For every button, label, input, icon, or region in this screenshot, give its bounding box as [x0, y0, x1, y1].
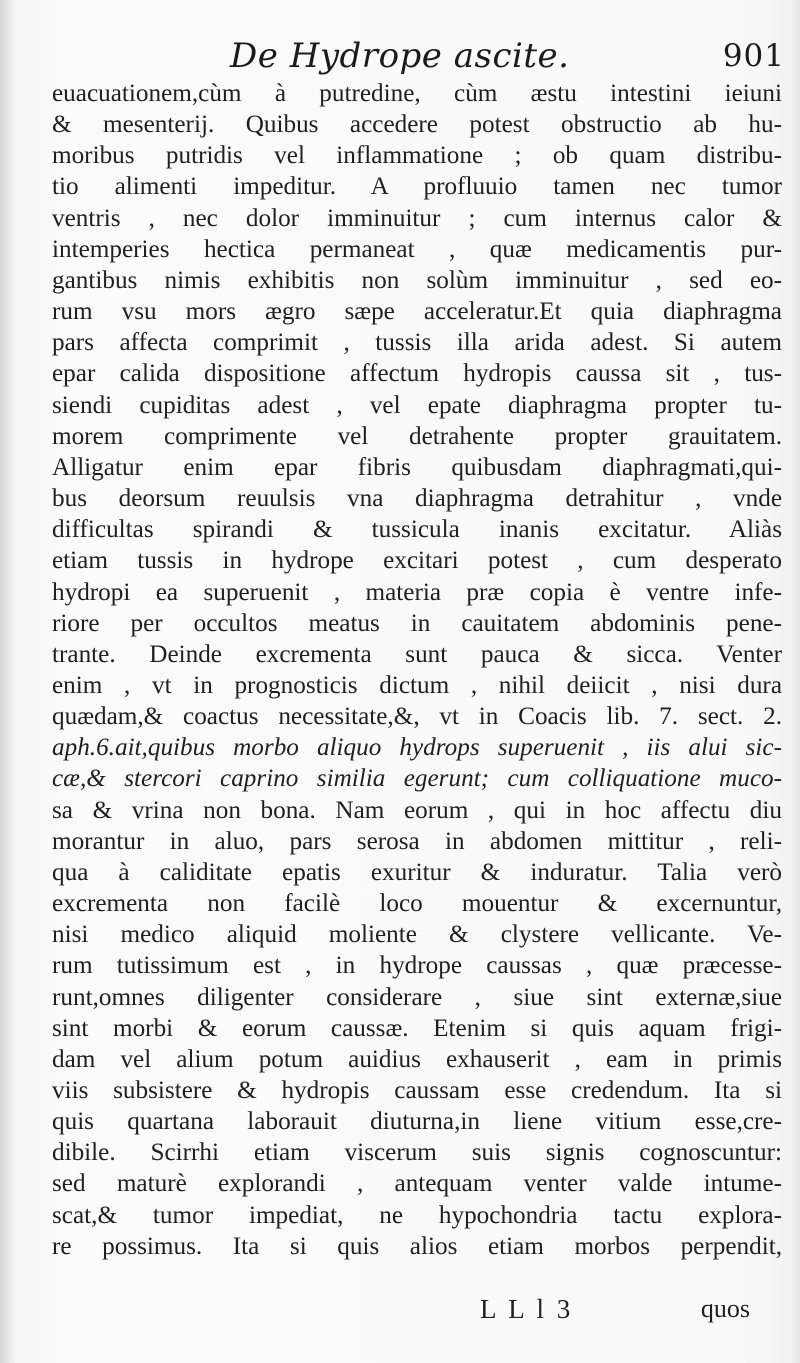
text-line: Alligatur enim epar fibris quibusdam diaphragmati,qui- [52, 453, 782, 481]
body-text [52, 78, 782, 1262]
text-line: rum vsu mors ægro sæpe acceleratur.Et quia diaphragma [52, 298, 782, 326]
text-line: dam vel alium potum auidius exhauserit , eam in primis [52, 1045, 782, 1073]
signature-mark: L L l 3 [480, 1294, 574, 1324]
text-line: intemperies hectica permaneat , quæ medicamentis pur- [52, 235, 782, 263]
text-line-italic: cæ,& stercori caprino similia egerunt; cum colliquatione muco- [52, 765, 782, 793]
text-line: nisi medico aliquid moliente & clystere vellicante. Ve- [52, 921, 782, 949]
text-line: tio alimenti impeditur. A profluuio tamen nec tumor [52, 173, 782, 201]
text-line: scat,& tumor impediat, ne hypochondria tactu explora- [52, 1201, 782, 1229]
text-line: difficultas spirandi & tussicula inanis excitatur. Aliàs [52, 516, 782, 544]
text-line: re possimus. Ita si quis alios etiam morbos perpendit, [52, 1232, 782, 1260]
gutter-shadow [0, 0, 14, 1363]
page-number: 901 [722, 38, 785, 74]
text-line-italic: aph.6.ait,quibus morbo aliquo hydrops superuenit , iis alui sic- [52, 734, 782, 762]
text-line: runt,omnes diligenter considerare , siue sint externæ,siue [52, 983, 782, 1011]
text-line: quædam,& coactus necessitate,&, vt in Coacis lib. 7. sect. 2. [52, 703, 782, 731]
text-line: qua à caliditate epatis exuritur & induratur. Talia verò [52, 858, 782, 886]
text-line: morem comprimente vel detrahente propter grauitatem. [52, 422, 782, 450]
text-line: ventris , nec dolor imminuitur ; cum internus calor & [52, 204, 782, 232]
text-line: gantibus nimis exhibitis non solùm imminuitur , sed eo- [52, 266, 782, 294]
text-line: siendi cupiditas adest , vel epate diaphragma propter tu- [52, 391, 782, 419]
text-line: quis quartana laborauit diuturna,in liene vitium esse,cre- [52, 1108, 782, 1136]
page-header [60, 34, 785, 84]
text-line: viis subsistere & hydropis caussam esse credendum. Ita si [52, 1077, 782, 1104]
text-line: euacuationem,cùm à putredine, cùm æstu intestini ieiuni [52, 80, 782, 107]
text-line: pars affecta comprimit , tussis illa arida adest. Si autem [52, 329, 782, 357]
catchword: quos [700, 1294, 750, 1323]
text-line: hydropi ea superuenit , materia præ copia è ventre infe- [52, 578, 782, 606]
text-line: riore per occultos meatus in cauitatem abdominis pene- [52, 609, 782, 637]
text-line: rum tutissimum est , in hydrope caussas , quæ præcesse- [52, 952, 782, 980]
text-line: epar calida dispositione affectum hydropis caussa sit , tus- [52, 360, 782, 388]
text-line: dibile. Scirrhi etiam viscerum suis signis cognoscuntur: [52, 1139, 782, 1167]
text-line: & mesenterij. Quibus accedere potest obstructio ab hu- [52, 111, 782, 139]
running-head: De Hydrope ascite. [230, 36, 570, 76]
text-line: sint morbi & eorum caussæ. Etenim si quis aquam frigi- [52, 1014, 782, 1042]
text-line: moribus putridis vel inflammatione ; ob quam distribu- [52, 142, 782, 170]
text-line: sa & vrina non bona. Nam eorum , qui in hoc affectu diu [52, 796, 782, 824]
page-footer [60, 1294, 750, 1328]
text-line: morantur in aluo, pars serosa in abdomen mittitur , reli- [52, 827, 782, 855]
text-line: enim , vt in prognosticis dictum , nihil deiicit , nisi dura [52, 671, 782, 699]
text-line: bus deorsum reuulsis vna diaphragma detrahitur , vnde [52, 485, 782, 513]
text-line: sed maturè explorandi , antequam venter valde intume- [52, 1170, 782, 1198]
text-line: excrementa non facilè loco mouentur & excernuntur, [52, 890, 782, 918]
text-line: trante. Deinde excrementa sunt pauca & sicca. Venter [52, 640, 782, 668]
text-line: etiam tussis in hydrope excitari potest , cum desperato [52, 547, 782, 575]
